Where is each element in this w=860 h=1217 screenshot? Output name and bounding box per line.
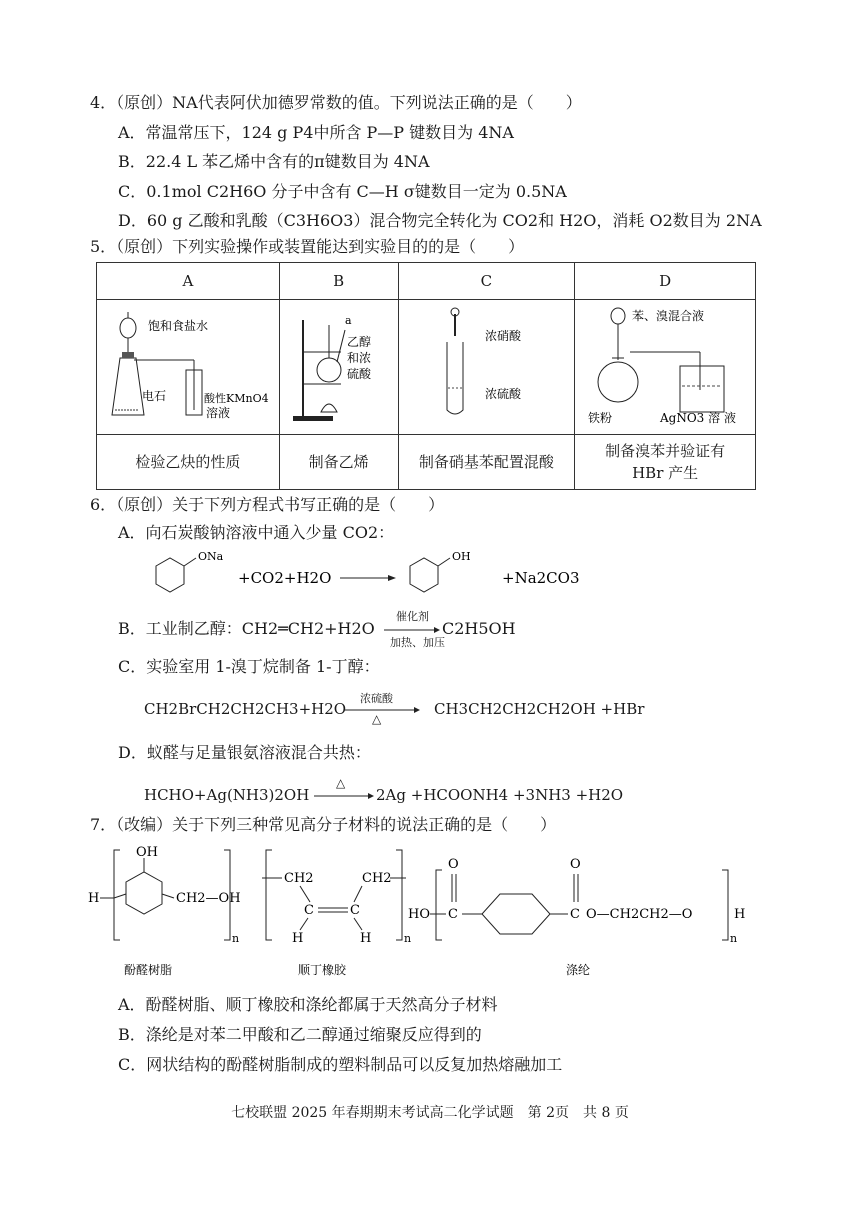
name-polyester: 涤纶 [566,963,591,977]
ethylene-apparatus-diagram [281,300,397,430]
label-benzene-bromine: 苯、溴混合液 [632,309,705,323]
rubber-ch2-left: CH2 [284,871,314,886]
caption-c: 制备硝基苯配置混酸 [398,435,575,490]
q6-option-d: D．蚁醛与足量银氨溶液混合共热： [118,743,371,762]
pet-ho: HO [408,907,430,922]
col-header-c: C [398,263,575,300]
label-calcium-carbide: 电石 [141,389,166,403]
label-sulfuric-acid: 硫酸 [346,367,371,381]
q4-option-b: B．22.4 L 苯乙烯中含有的π键数目为 4NA [118,152,430,171]
q6-stem: 6．（原创）关于下列方程式书写正确的是（ ） [90,495,445,514]
arrow-b [384,626,440,634]
label-nitric-acid: 浓硝酸 [485,329,522,343]
phenolic-ch2oh: CH2—OH [176,891,241,906]
label-and-conc: 和浓 [346,351,371,365]
arrow-c-top: 浓硫酸 [360,692,393,705]
q7-option-b: B．涤纶是对苯二甲酸和乙二醇通过缩聚反应得到的 [118,1025,482,1044]
rubber-h-left: H [292,931,304,946]
q6-a-equation [140,548,600,608]
caption-d-line2: HBr 产生 [632,464,699,482]
pet-h: H [734,907,746,922]
pet-c-left: C [448,907,458,922]
arrow-c [344,706,420,714]
rubber-h-right: H [360,931,372,946]
phenolic-h: H [88,891,100,906]
name-cis-butadiene-rubber: 顺丁橡胶 [298,963,347,977]
pet-o-right: O [570,857,581,872]
pet-n: n [730,932,738,945]
q6-option-a: A．向石炭酸钠溶液中通入少量 CO2： [118,523,395,542]
label-a: a [344,314,352,327]
rubber-n: n [404,932,412,945]
phenolic-oh: OH [136,845,158,860]
label-kmno4: 酸性KMnO4 [203,392,269,405]
arrow-d [314,792,374,800]
apparatus-b [279,300,398,435]
eq-a-right: +Na2CO3 [502,569,580,587]
eq-b-right: C2H5OH [442,619,516,638]
page-footer: 七校联盟 2025 年春期期末考试高二化学试题 第 2页 共 8 页 [231,1105,629,1121]
caption-d-line1: 制备溴苯并验证有 [605,442,726,460]
eq-d-left: HCHO+Ag(NH3)2OH [144,786,310,804]
apparatus-d [575,300,756,435]
q4-option-c: C．0.1mol C2H6O 分子中含有 C—H σ键数目一定为 0.5NA [118,182,567,201]
q7-stem: 7．（改编）关于下列三种常见高分子材料的说法正确的是（ ） [90,815,557,834]
eq-c-left: CH2BrCH2CH2CH3+H2O [144,700,347,718]
oh-label: OH [452,550,471,563]
apparatus-c [398,300,575,435]
col-header-b: B [279,263,398,300]
label-agno3: AgNO3 溶 液 [660,411,737,425]
q5-stem: 5．（原创）下列实验操作或装置能达到实验目的的是（ ） [90,237,525,256]
rubber-ch2-right: CH2 [362,871,392,886]
caption-d [575,435,756,490]
apparatus-a [97,300,280,435]
col-header-a: A [97,263,280,300]
caption-a: 检验乙炔的性质 [97,435,280,490]
mixed-acid-diagram [399,300,573,430]
label-saturated-brine: 饱和食盐水 [147,319,208,333]
label-conc-sulfuric: 浓硫酸 [485,387,522,401]
phenolic-n: n [232,932,240,945]
eq-c-right: CH3CH2CH2CH2OH +HBr [434,700,645,718]
label-ethanol: 乙醇 [346,335,371,349]
q7-option-c: C．网状结构的酚醛树脂制成的塑料制品可以反复加热熔融加工 [118,1055,563,1074]
caption-b: 制备乙烯 [279,435,398,490]
arrow-c-bottom: △ [372,712,382,726]
acetylene-apparatus-diagram [98,300,278,430]
label-solution: 溶液 [205,406,230,420]
pet-ester-chain: O—CH2CH2—O [586,907,693,922]
apparatus-table [96,262,756,490]
ona-label: ONa [198,550,224,563]
rubber-c-left: C [304,903,314,918]
q7-option-a: A．酚醛树脂、顺丁橡胶和涤纶都属于天然高分子材料 [118,995,498,1014]
q6-option-c: C．实验室用 1-溴丁烷制备 1-丁醇： [118,657,380,676]
q6-option-b: B．工业制乙醇：CH2═CH2+H2O [118,619,375,638]
name-phenolic-resin: 酚醛树脂 [124,963,173,977]
eq-a-middle: +CO2+H2O [238,569,332,587]
eq-d-right: 2Ag +HCOONH4 +3NH3 +H2O [376,786,624,804]
polymer-structures [86,842,766,982]
q4-option-a: A．常温常压下，124 g P4中所含 P—P 键数目为 4NA [118,123,514,142]
q4-option-d: D．60 g 乙酸和乳酸（C3H6O3）混合物完全转化为 CO2和 H2O，消耗 O2数目为 2NA [118,211,762,230]
pet-o-left: O [448,857,459,872]
bromobenzene-apparatus-diagram [576,300,754,430]
pet-c-right: C [570,907,580,922]
rubber-c-right: C [350,903,360,918]
arrow-b-top: 催化剂 [396,610,429,623]
arrow-b-bottom: 加热、加压 [390,636,445,649]
label-iron-powder: 铁粉 [588,411,613,425]
col-header-d: D [575,263,756,300]
arrow-d-top: △ [336,776,346,790]
q4-stem: 4．（原创）NA代表阿伏加德罗常数的值。下列说法正确的是（ ） [90,93,582,112]
